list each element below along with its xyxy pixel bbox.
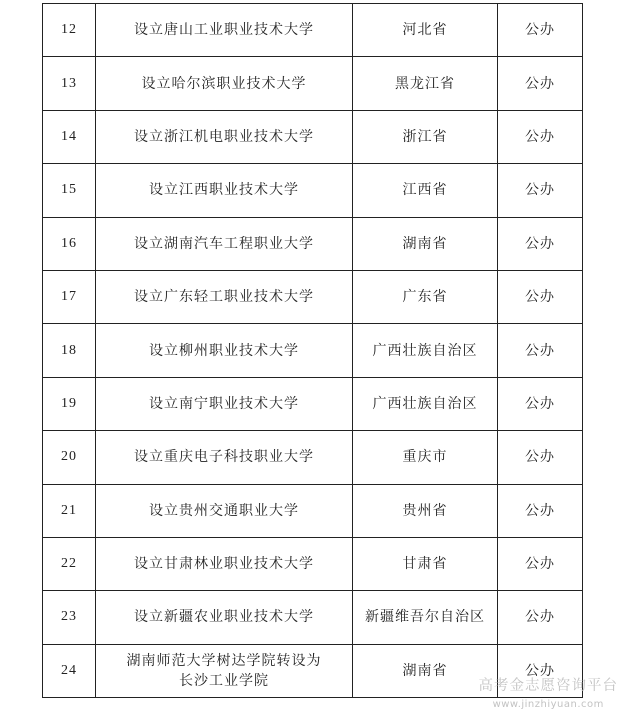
row-number-cell: 23 — [43, 591, 96, 644]
table-row — [43, 537, 583, 590]
ownership-type-cell: 公办 — [498, 110, 583, 163]
region-cell: 甘肃省 — [353, 537, 498, 590]
row-number-cell: 12 — [43, 4, 96, 57]
watermark-title: 高考金志愿咨询平台 — [478, 678, 618, 694]
item-name-line: 设立哈尔滨职业技术大学 — [141, 75, 307, 92]
table-row — [43, 164, 583, 217]
row-number-cell: 17 — [43, 270, 96, 323]
region-cell: 浙江省 — [353, 110, 498, 163]
item-name-cell — [96, 484, 353, 537]
region-cell: 新疆维吾尔自治区 — [353, 591, 498, 644]
item-name-cell — [96, 431, 353, 484]
region-cell: 广西壮族自治区 — [353, 377, 498, 430]
ownership-type-cell: 公办 — [498, 431, 583, 484]
table-row — [43, 270, 583, 323]
row-number-cell: 18 — [43, 324, 96, 377]
ownership-type-cell: 公办 — [498, 324, 583, 377]
ownership-type-cell: 公办 — [498, 4, 583, 57]
item-name-line: 设立重庆电子科技职业大学 — [134, 449, 314, 466]
item-name-cell — [96, 324, 353, 377]
item-name-line: 设立贵州交通职业大学 — [149, 502, 299, 519]
item-name-cell — [96, 217, 353, 270]
ownership-type-cell: 公办 — [498, 377, 583, 430]
region-cell: 黑龙江省 — [353, 57, 498, 110]
item-name-line: 设立南宁职业技术大学 — [149, 395, 299, 412]
table-row — [43, 110, 583, 163]
item-name-cell — [96, 270, 353, 323]
table-row — [43, 484, 583, 537]
region-cell: 广东省 — [353, 270, 498, 323]
ownership-type-cell: 公办 — [498, 57, 583, 110]
region-cell: 湖南省 — [353, 217, 498, 270]
ownership-type-cell: 公办 — [498, 270, 583, 323]
row-number-cell: 21 — [43, 484, 96, 537]
row-number-cell: 22 — [43, 537, 96, 590]
item-name-line: 设立新疆农业职业技术大学 — [134, 609, 314, 626]
item-name-cell — [96, 4, 353, 57]
item-name-line: 设立唐山工业职业技术大学 — [134, 22, 314, 39]
table-row — [43, 431, 583, 484]
item-name-cell — [96, 164, 353, 217]
region-cell: 湖南省 — [353, 644, 498, 697]
institutions-table — [42, 3, 583, 698]
row-number-cell: 14 — [43, 110, 96, 163]
region-cell: 贵州省 — [353, 484, 498, 537]
ownership-type-cell: 公办 — [498, 537, 583, 590]
table-row — [43, 324, 583, 377]
row-number-cell: 24 — [43, 644, 96, 697]
ownership-type-cell: 公办 — [498, 591, 583, 644]
item-name-line: 湖南师范大学树达学院转设为 — [126, 652, 322, 669]
ownership-type-cell: 公办 — [498, 484, 583, 537]
item-name-line: 设立甘肃林业职业技术大学 — [134, 556, 314, 573]
watermark — [479, 674, 619, 710]
item-name-line: 设立浙江机电职业技术大学 — [134, 128, 314, 145]
item-name-cell — [96, 110, 353, 163]
ownership-type-cell: 公办 — [498, 217, 583, 270]
region-cell: 河北省 — [353, 4, 498, 57]
region-cell: 江西省 — [353, 164, 498, 217]
item-name-cell — [96, 57, 353, 110]
item-name-cell — [96, 537, 353, 590]
table-row — [43, 591, 583, 644]
row-number-cell: 13 — [43, 57, 96, 110]
region-cell: 广西壮族自治区 — [353, 324, 498, 377]
table-row — [43, 217, 583, 270]
item-name-cell — [96, 591, 353, 644]
watermark-url: www.jinzhiyuan.com — [492, 699, 604, 710]
row-number-cell: 15 — [43, 164, 96, 217]
item-name-line: 设立江西职业技术大学 — [149, 182, 299, 199]
ownership-type-cell: 公办 — [498, 644, 583, 697]
row-number-cell: 20 — [43, 431, 96, 484]
item-name-cell — [96, 377, 353, 430]
item-name-cell — [96, 644, 353, 697]
item-name-line: 设立柳州职业技术大学 — [149, 342, 299, 359]
item-name-line: 设立广东轻工职业技术大学 — [134, 289, 314, 306]
item-name-line: 设立湖南汽车工程职业大学 — [134, 235, 314, 252]
table-row — [43, 4, 583, 57]
item-name-line: 长沙工业学院 — [179, 672, 269, 689]
table-row — [43, 57, 583, 110]
table-body — [43, 4, 583, 698]
table-row — [43, 377, 583, 430]
row-number-cell: 16 — [43, 217, 96, 270]
row-number-cell: 19 — [43, 377, 96, 430]
region-cell: 重庆市 — [353, 431, 498, 484]
ownership-type-cell: 公办 — [498, 164, 583, 217]
